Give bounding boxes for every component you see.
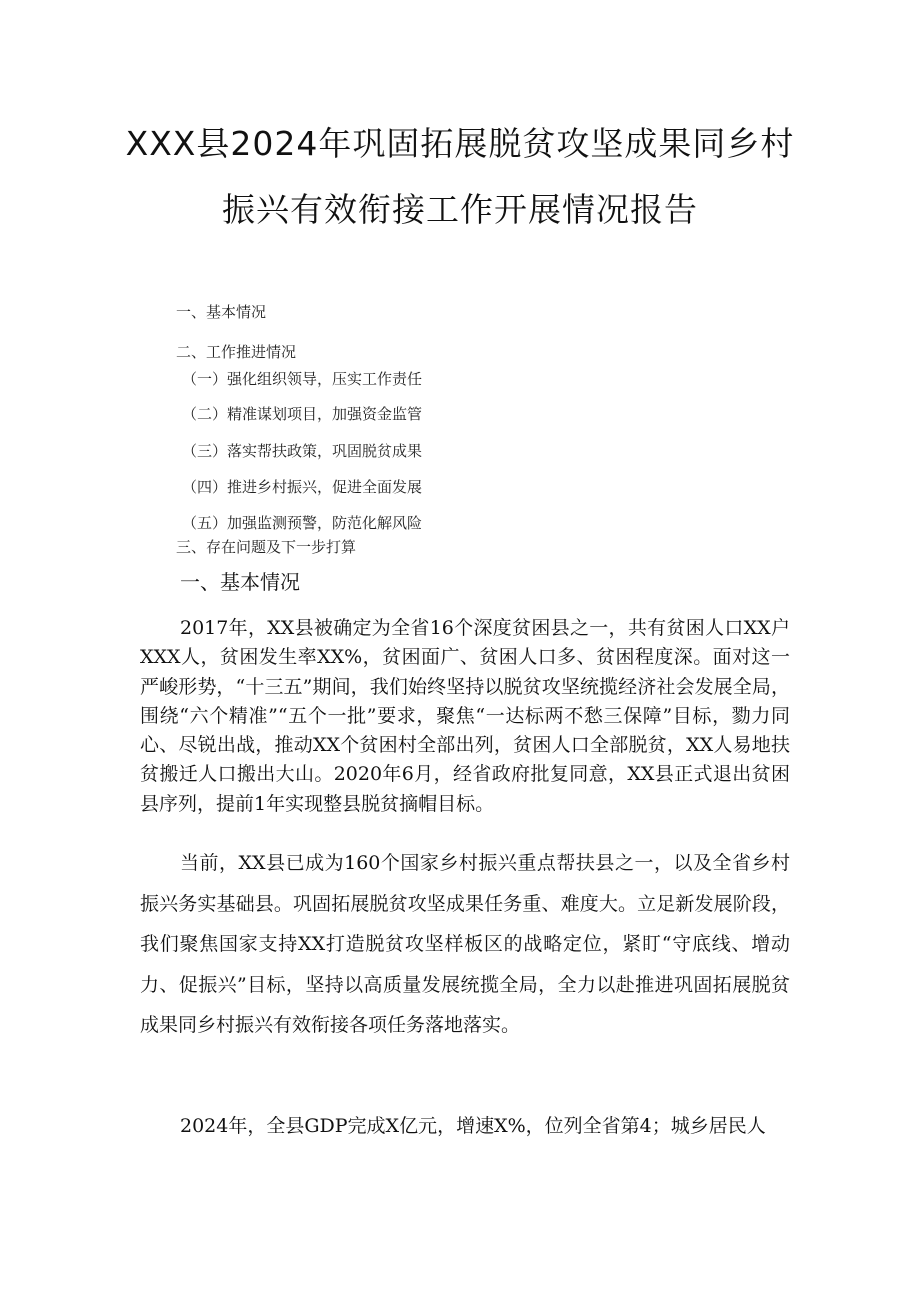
paragraph-1: 2017年，XX县被确定为全省16个深度贫困县之一，共有贫困人口XX户XXX人，贫困发生率XX%，贫困面广、贫困人口多、贫困程度深。面对这一严峻形势，“十三五”期间，我们始终坚持以脱贫攻坚统揽经济社会发展全局，围绕“六个精准”“五个一批”要求，聚焦“一达标两不愁三保障”目标，勠力同心、尽锐出战，推动XX个贫困村全部出列，贫困人口全部脱贫，XX人易地扶贫搬迁人口搬出大山。2020年6月，经省政府批复同意，XX县正式退出贫困县序列，提前1年实现整县脱贫摘帽目标。	[140, 617, 790, 815]
section-heading-basic-situation: 一、基本情况	[180, 570, 300, 594]
paragraph-3: 2024年，全县GDP完成X亿元，增速X%，位列全省第4；城乡居民人	[180, 1115, 766, 1137]
document-title-line-1: XXX县2024年巩固拓展脱贫攻坚成果同乡村	[125, 124, 795, 163]
toc-subitem-2: （二）精准谋划项目，加强资金监管	[182, 405, 423, 423]
toc-subitem-3: （三）落实帮扶政策，巩固脱贫成果	[182, 442, 423, 460]
toc-subitem-1: （一）强化组织领导，压实工作责任	[182, 370, 423, 388]
paragraph-2: 当前，XX县已成为160个国家乡村振兴重点帮扶县之一，以及全省乡村振兴务实基础县。巩固拓展脱贫攻坚成果任务重、难度大。立足新发展阶段，我们聚焦国家支持XX打造脱贫攻坚样板区的战略定位，紧盯“守底线、增动力、促振兴”目标，坚持以高质量发展统揽全局，全力以赴推进巩固拓展脱贫成果同乡村振兴有效衔接各项任务落地落实。	[140, 852, 790, 1036]
toc-subitem-5: （五）加强监测预警，防范化解风险	[182, 514, 423, 532]
document-title-line-2: 振兴有效衔接工作开展情况报告	[222, 190, 698, 229]
toc-item-basic-situation: 一、基本情况	[176, 303, 267, 321]
toc-item-work-progress: 二、工作推进情况	[176, 343, 297, 361]
toc-item-problems-next-steps: 三、存在问题及下一步打算	[176, 538, 357, 556]
toc-subitem-4: （四）推进乡村振兴，促进全面发展	[182, 478, 423, 496]
